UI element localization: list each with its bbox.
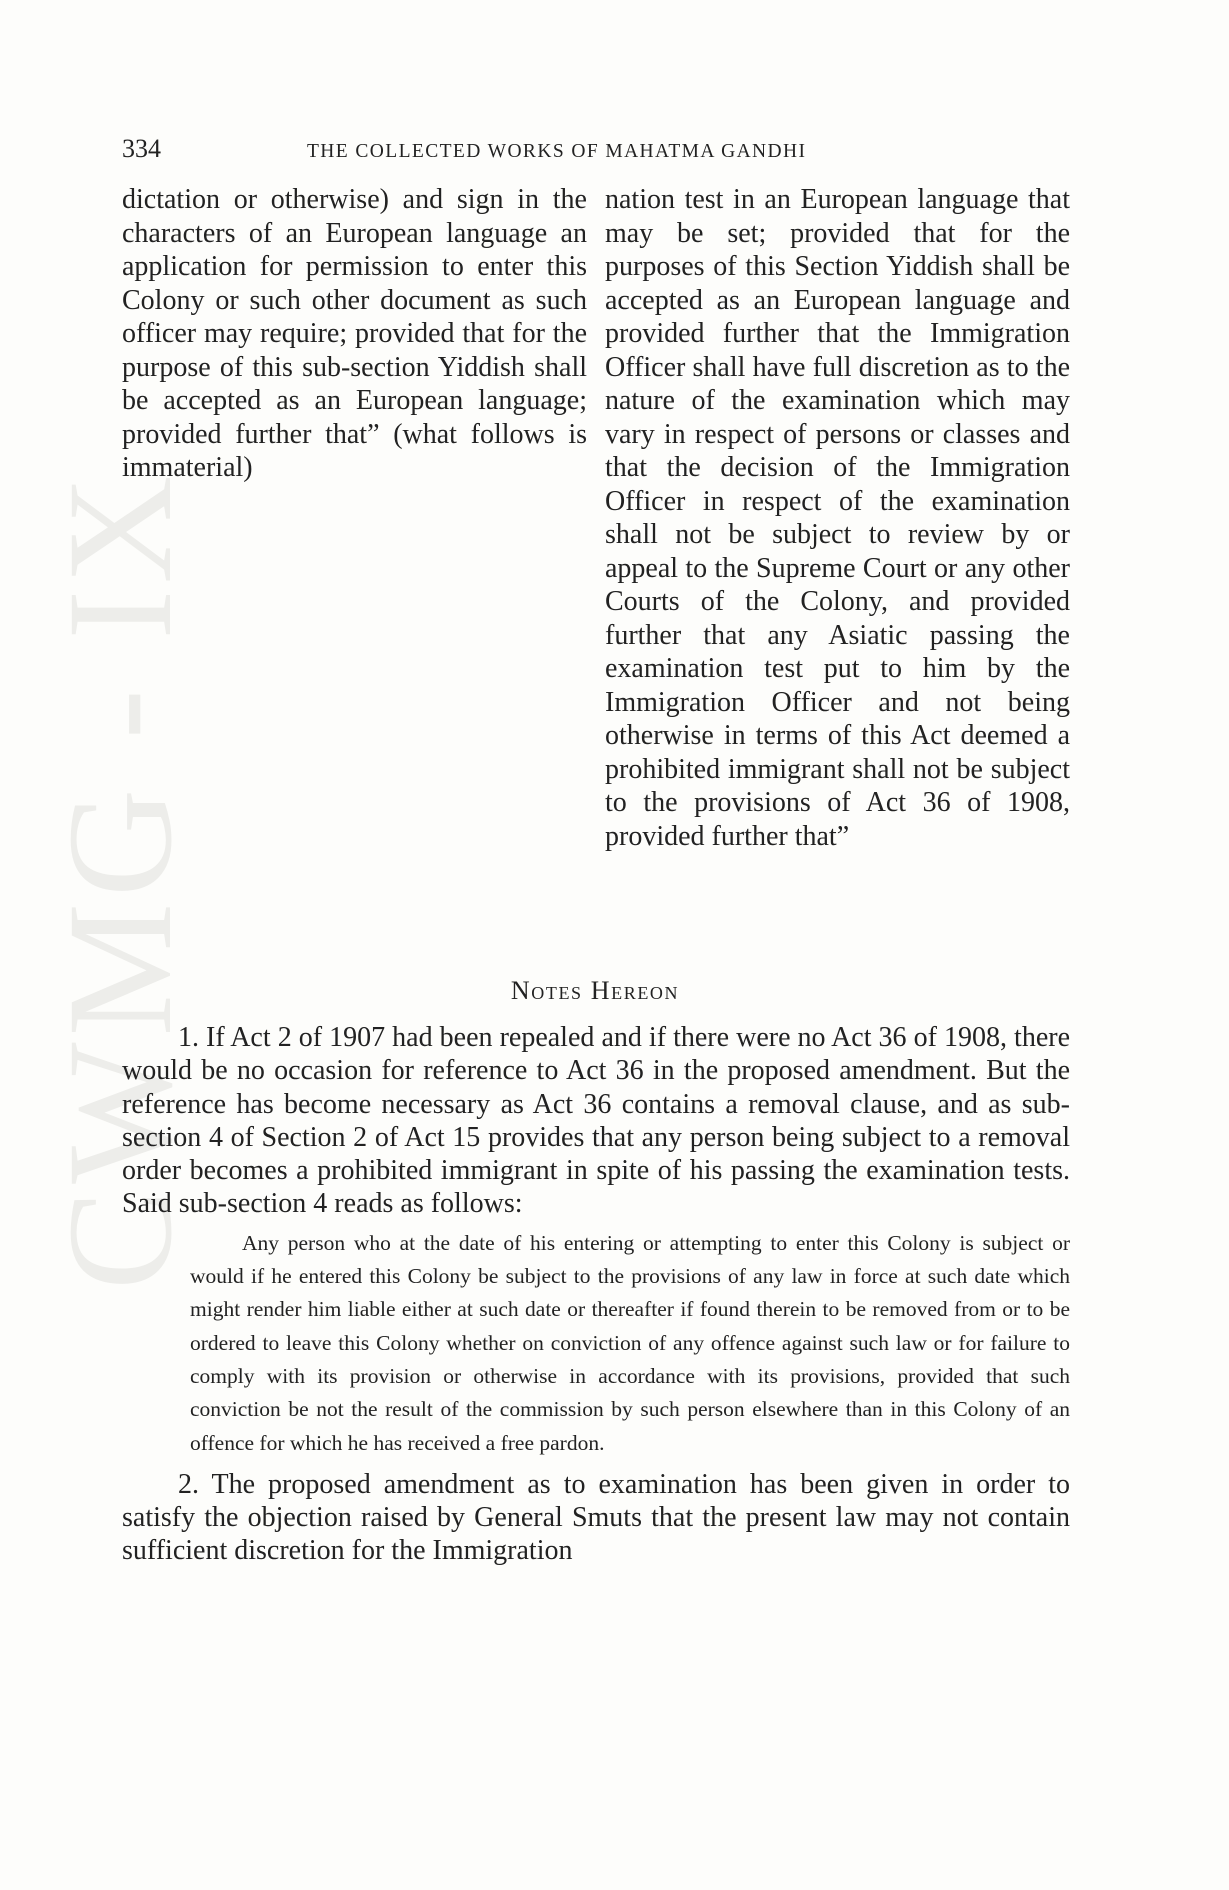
- left-column: [122, 183, 587, 853]
- note-paragraph-2: 2. The proposed amendment as to examination has been given in order to satisfy the objection raised by General Smuts that the present law may not contain sufficient discretion for the Immigration: [122, 1468, 1070, 1567]
- running-head: THE COLLECTED WORKS OF MAHATMA GANDHI: [307, 141, 807, 162]
- block-quote: Any person who at the date of his entering or attempting to enter this Colony is subject or would if he entered this Colony be subject to the provisions of any law in force at such date which might render him liable either at such date or thereafter if found therein to be removed from or to be ordered to leave this Colony whether on conviction of any offence against such law or for failure to comply with its provision or otherwise in accordance with its provisions, provided that such conviction be not the result of the commission by such person elsewhere than in this Colony of an offence for which he has received a free pardon.: [190, 1230, 1070, 1455]
- right-column: [605, 183, 1070, 853]
- watermark: CWMG - IX: [37, 469, 203, 1290]
- page-header: [122, 134, 1070, 164]
- notes-heading: Notes Hereon: [510, 976, 680, 1005]
- note-paragraph-1: 1. If Act 2 of 1907 had been repealed and if there were no Act 36 of 1908, there would be no occasion for reference to Act 36 in the proposed amendment. But the reference has become necessary as Act 36 contains a removal clause, and as sub-section 4 of Section 2 of Act 15 provides that any person being subject to a removal order becomes a prohibited immigrant in spite of his passing the examination tests. Said sub-section 4 reads as follows:: [122, 1022, 1070, 1220]
- right-column-text: nation test in an European language that may be set; provided that for the purposes of this Section Yiddish shall be accepted as an European language and provided further that the Immigration Officer shall have full discretion as to the nature of the examination which may vary in respect of persons or classes and that the decision of the Immigration Officer in respect of the examination shall not be subject to review by or appeal to the Supreme Court or any other Courts of the Colony, and provided further that any Asiatic passing the examination test put to him by the Immigration Officer and not being otherwise in terms of this Act deemed a prohibited immigrant shall not be subject to the provisions of Act 36 of 1908, provided further that”: [605, 184, 1070, 852]
- notes-section: [122, 1021, 1070, 1568]
- page-number: 334: [122, 134, 161, 163]
- two-column-text: [122, 183, 1070, 853]
- left-column-text: dictation or otherwise) and sign in the characters of an European language an application for permission to enter this Colony or such other document as such officer may require; provided that for the purpose of this sub-section Yiddish shall be accepted as an European language; provided further that” (what follows is immaterial): [122, 184, 587, 483]
